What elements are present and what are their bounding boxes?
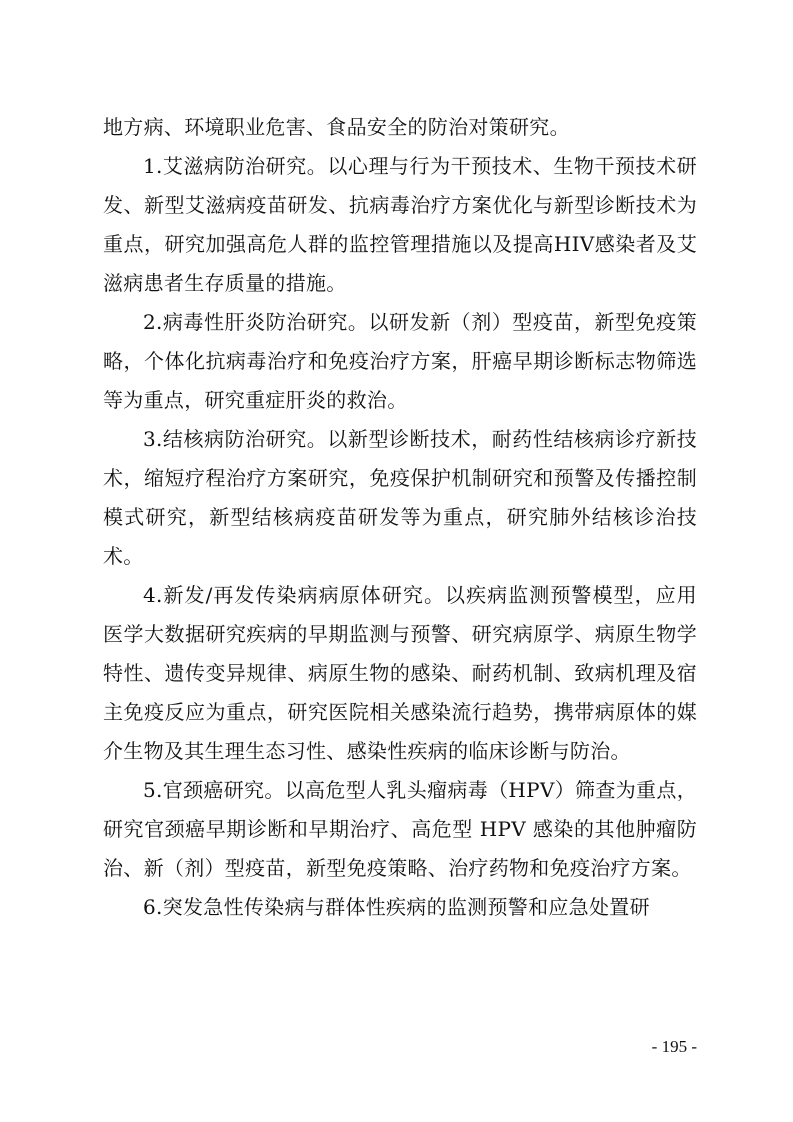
paragraph-pathogen-research: 4.新发/再发传染病病原体研究。以疾病监测预警模型，应用医学大数据研究疾病的早期监测与预警、研究病原学、病原生物学特性、遗传变异规律、病原生物的感染、耐药机制、致病机理及宿主免疫反应为重点，研究医院相关感染流行趋势，携带病原体的媒介生物及其生理生态习性、感染性疾病的临床诊断与防治。 [103,583,697,763]
paragraph-cervical-cancer-research: 5.官颈癌研究。以高危型人乳头瘤病毒（HPV）筛查为重点，研究官颈癌早期诊断和早期治疗、高危型 HPV 感染的其他肿瘤防治、新（剂）型疫苗，新型免疫策略、治疗药物和免疫治疗方案。 [103,778,697,880]
paragraph-tuberculosis-research: 3.结核病防治研究。以新型诊断技术，耐药性结核病诊疗新技术，缩短疗程治疗方案研究，免疫保护机制研究和预警及传播控制模式研究，新型结核病疫苗研发等为重点，研究肺外结核诊治技术。 [103,427,697,568]
paragraph-aids-research: 1.艾滋病防治研究。以心理与行为干预技术、生物干预技术研发、新型艾滋病疫苗研发、抗病毒治疗方案优化与新型诊断技术为重点，研究加强高危人群的监控管理措施以及提高HIV感染者及艾滋病患者生存质量的措施。 [103,154,697,295]
document-body [103,108,697,927]
paragraph-hepatitis-research: 2.病毒性肝炎防治研究。以研发新（剂）型疫苗，新型免疫策略，个体化抗病毒治疗和免疫治疗方案，肝癌早期诊断标志物筛选等为重点，研究重症肝炎的救治。 [103,310,697,412]
paragraph-continuation: 地方病、环境职业危害、食品安全的防治对策研究。 [103,115,570,139]
paragraph-emergency-disease-research: 6.突发急性传染病与群体性疾病的监测预警和应急处置研 [143,895,650,919]
page-number: - 195 - [651,1037,697,1056]
